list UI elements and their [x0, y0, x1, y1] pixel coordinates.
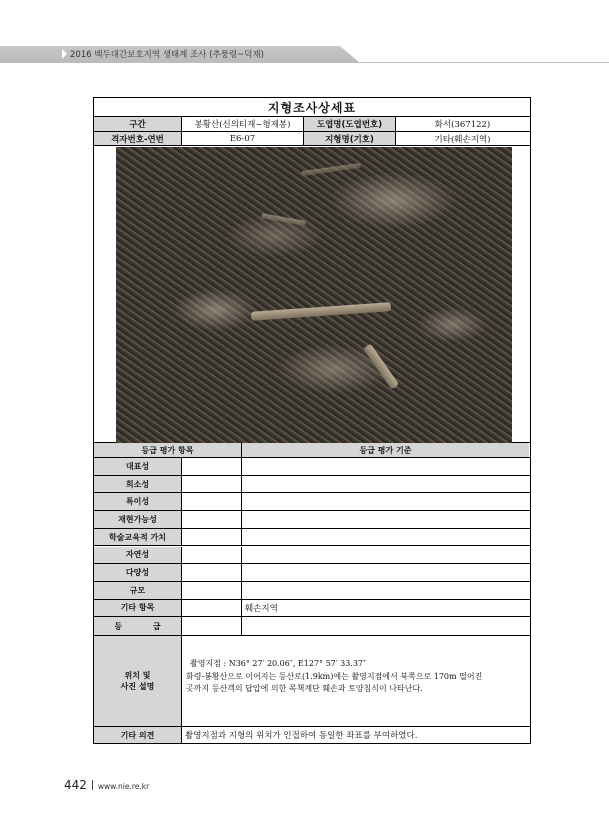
landform-survey-form — [93, 97, 531, 744]
log-fragment — [261, 213, 306, 226]
grading-row — [94, 493, 530, 511]
description-line: 촬영지점 : N36° 27′ 20.06″, E127° 57′ 33.37″ — [190, 659, 367, 668]
grading-row-grade — [182, 582, 242, 599]
description-label-line: 위치 및 — [124, 671, 151, 680]
grading-row-grade — [182, 458, 242, 475]
damaged-log-step — [251, 302, 391, 321]
grading-row-label: 학술교육적 가치 — [94, 529, 182, 546]
description-line: 화령-봉황산으로 이어지는 등산로(1.9km)에는 촬영지점에서 북쪽으로 170m 떨어진 — [186, 671, 483, 681]
grid-label: 격자번호-연번 — [94, 132, 182, 145]
grading-row — [94, 582, 530, 600]
photo-row — [94, 146, 530, 443]
form-title: 지형조사상세표 — [267, 100, 357, 115]
map-label: 도엽명(도엽번호) — [304, 117, 396, 131]
grading-row-criteria — [242, 547, 529, 564]
grid-value: E6-07 — [182, 132, 304, 145]
grading-row-label: 등 급 — [94, 617, 182, 635]
footer-divider — [92, 780, 93, 790]
broken-log — [363, 343, 399, 389]
section-label: 구간 — [94, 117, 182, 131]
grading-row — [94, 547, 530, 565]
form-title-row — [94, 98, 530, 117]
section-value: 봉황산(신의티재~형제봉) — [182, 117, 304, 131]
grading-row — [94, 476, 530, 494]
grading-row-grade — [182, 476, 242, 493]
header-arrow-icon — [62, 49, 67, 59]
running-header — [0, 46, 609, 64]
grading-row-criteria — [242, 476, 529, 493]
grading-row-criteria — [242, 564, 529, 581]
description-text — [186, 658, 525, 696]
grading-row — [94, 564, 530, 582]
grading-row-criteria — [242, 493, 529, 510]
grading-row-label: 재현가능성 — [94, 511, 182, 528]
grading-row-criteria — [242, 529, 529, 546]
grading-row-grade — [182, 493, 242, 510]
note-value: 촬영지점과 지형의 위치가 인접하여 동일한 좌표를 부여하였다. — [185, 731, 418, 741]
grading-row-criteria: 훼손지역 — [245, 603, 278, 614]
grading-row-criteria — [242, 458, 529, 475]
description-line: 곳까지 등산객의 답압에 의한 목책계단 훼손과 토양침식이 나타난다. — [186, 684, 423, 693]
running-header-text: 2016 백두대간보호지역 생태계 조사 (추풍령~덕재) — [70, 50, 264, 60]
grading-row-label: 규모 — [94, 582, 182, 599]
grading-row-grade — [182, 529, 242, 546]
note-label: 기타 의견 — [94, 727, 182, 743]
description-content — [182, 636, 529, 726]
grading-row-criteria — [242, 582, 529, 599]
description-row — [94, 635, 530, 726]
info-row-2 — [94, 132, 530, 146]
grading-row-grade — [182, 617, 242, 635]
grading-row — [94, 600, 530, 618]
grading-row-label: 특이성 — [94, 493, 182, 510]
grading-item-header: 등급 평가 항목 — [94, 443, 242, 457]
grading-row-grade — [182, 511, 242, 528]
grading-row-label: 대표성 — [94, 458, 182, 475]
grading-header-row — [94, 443, 530, 458]
note-row — [94, 726, 530, 743]
map-value: 화서(367122) — [434, 120, 491, 130]
landform-label: 지형명(기호) — [304, 132, 396, 145]
log-fragment — [301, 163, 361, 176]
site-photo — [116, 147, 512, 443]
description-label-line: 사진 설명 — [120, 682, 155, 691]
info-row-1 — [94, 117, 530, 132]
grading-row — [94, 617, 530, 635]
grading-row-label: 기타 항목 — [94, 600, 182, 617]
grading-row-label: 희소성 — [94, 476, 182, 493]
landform-value: 기타(훼손지역) — [434, 134, 491, 145]
grading-row-grade — [182, 547, 242, 564]
grading-criteria-header: 등급 평가 기준 — [242, 443, 529, 457]
grading-row-grade — [182, 564, 242, 581]
footer-url: www.nie.re.kr — [97, 782, 150, 791]
description-label — [94, 636, 182, 726]
page-footer — [64, 774, 149, 793]
grading-row-criteria — [242, 511, 529, 528]
header-rule — [0, 62, 609, 63]
grading-row — [94, 511, 530, 529]
grading-row-label: 다양성 — [94, 564, 182, 581]
grading-row-grade — [182, 600, 242, 617]
page-number: 442 — [64, 778, 87, 792]
grading-row-criteria — [242, 617, 529, 635]
grading-row-label: 자연성 — [94, 547, 182, 564]
grading-row — [94, 458, 530, 476]
grading-row — [94, 529, 530, 547]
